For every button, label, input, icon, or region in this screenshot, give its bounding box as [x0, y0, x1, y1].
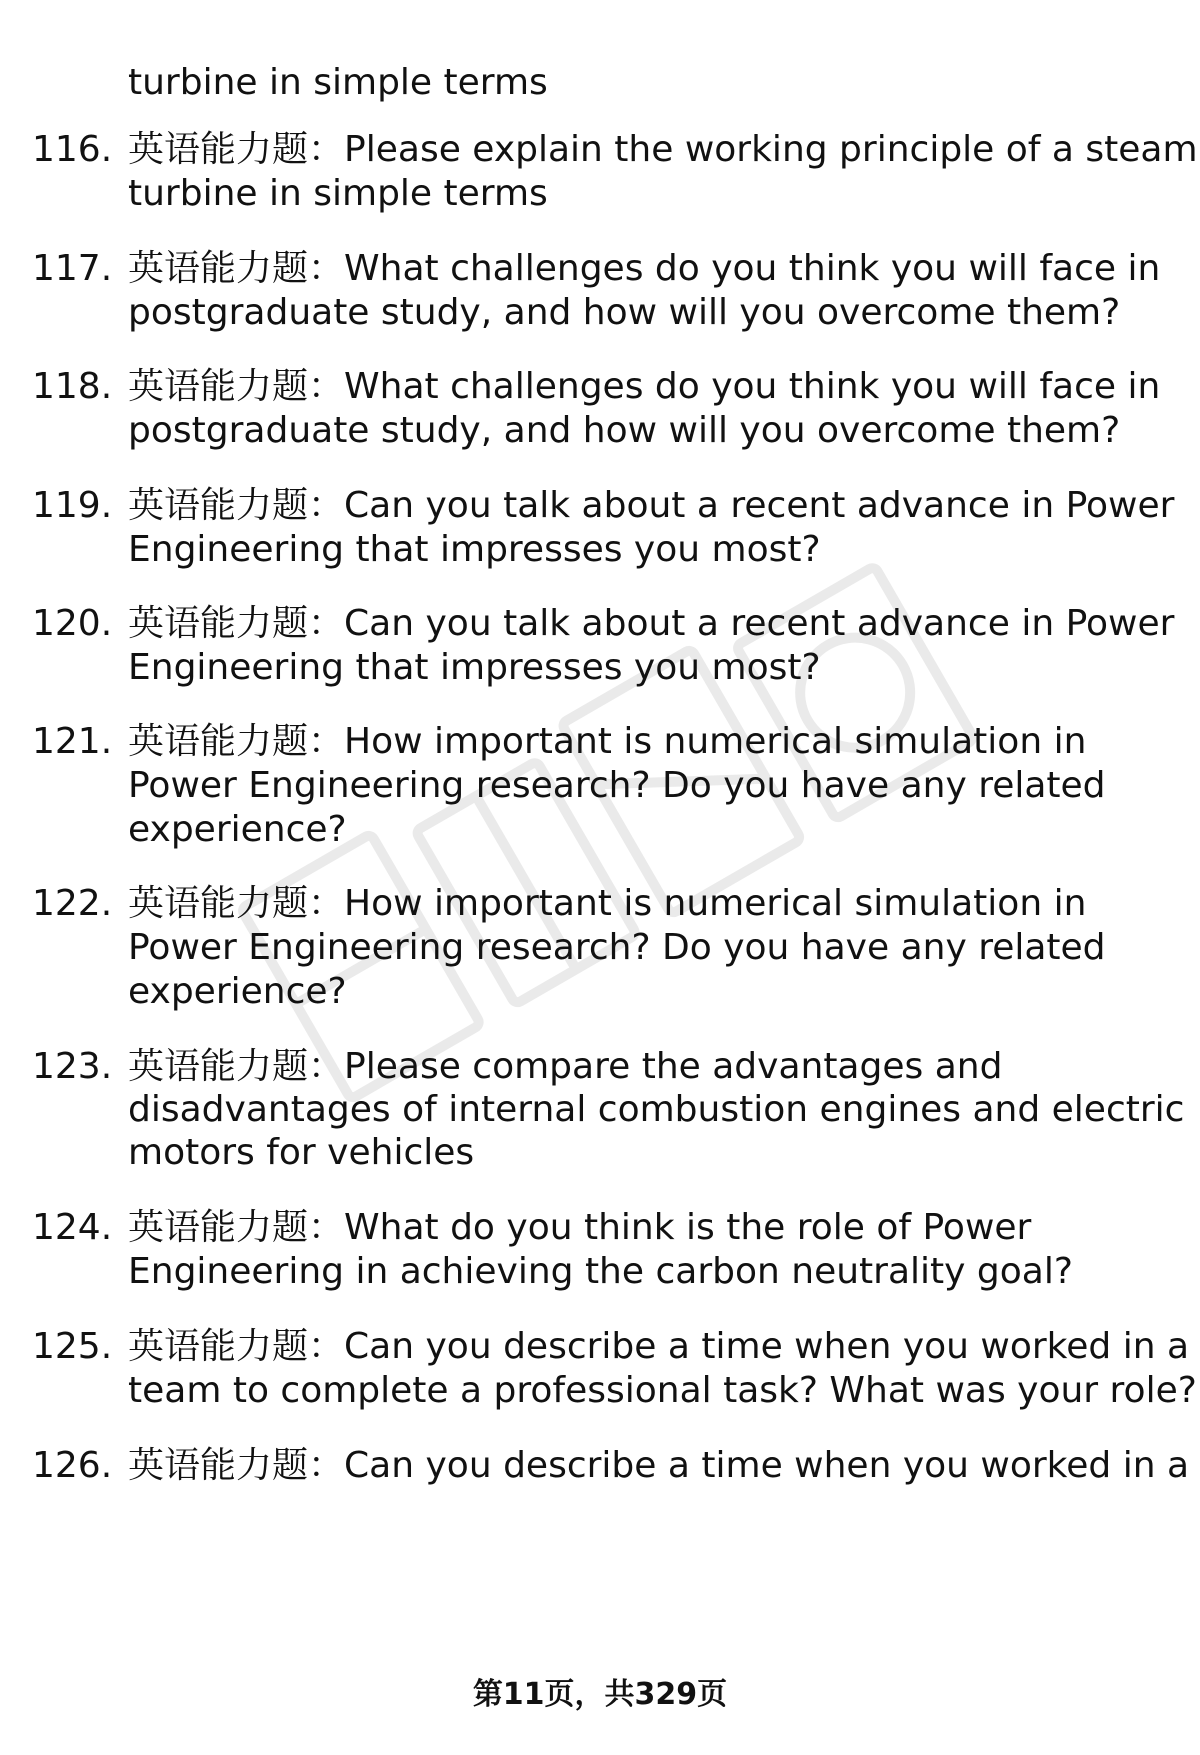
- item-separator: ：: [308, 366, 345, 407]
- item-number: 119.: [32, 485, 113, 526]
- item-separator: ：: [308, 1326, 345, 1367]
- item-number: 121.: [32, 721, 113, 762]
- item-number: 124.: [32, 1207, 113, 1248]
- item-line: [128, 128, 1198, 172]
- item-separator: ：: [308, 485, 345, 526]
- item-text: Engineering in achieving the carbon neutrality goal?: [128, 1251, 1073, 1292]
- item-line: [128, 247, 1160, 291]
- item-text: Can you describe a time when you worked in a: [344, 1326, 1190, 1367]
- item-separator: ：: [308, 721, 345, 762]
- item-text: How important is numerical simulation in: [344, 721, 1087, 762]
- item-prefix: 英语能力题: [128, 603, 309, 644]
- continuation-line: turbine in simple terms: [128, 62, 548, 103]
- item-separator: ：: [308, 1207, 345, 1248]
- item-line: [128, 720, 1086, 764]
- item-text: motors for vehicles: [128, 1132, 475, 1173]
- item-number: 118.: [32, 366, 113, 407]
- item-text: experience?: [128, 971, 347, 1012]
- item-prefix: 英语能力题: [128, 366, 309, 407]
- item-prefix: 英语能力题: [128, 129, 309, 170]
- item-text: postgraduate study, and how will you overcome them?: [128, 292, 1121, 333]
- item-line: [128, 365, 1160, 409]
- item-number: 120.: [32, 603, 113, 644]
- item-text: team to complete a professional task? What was your role?: [128, 1370, 1197, 1411]
- item-text: Please compare the advantages and: [344, 1046, 1003, 1087]
- item-line: [128, 1045, 1002, 1089]
- item-line: [128, 1325, 1189, 1369]
- item-prefix: 英语能力题: [128, 248, 309, 289]
- item-separator: ：: [308, 129, 345, 170]
- item-text: Please explain the working principle of a steam: [344, 129, 1198, 170]
- item-separator: ：: [308, 603, 345, 644]
- item-line: [128, 1444, 1189, 1488]
- item-text: postgraduate study, and how will you overcome them?: [128, 410, 1121, 451]
- item-number: 116.: [32, 129, 113, 170]
- item-number: 117.: [32, 248, 113, 289]
- item-text: disadvantages of internal combustion engines and electric: [128, 1089, 1185, 1130]
- item-text: What do you think is the role of Power: [344, 1207, 1032, 1248]
- item-number: 122.: [32, 883, 113, 924]
- item-separator: ：: [308, 248, 345, 289]
- item-prefix: 英语能力题: [128, 485, 309, 526]
- item-text: What challenges do you think you will face in: [344, 248, 1161, 289]
- item-number: 125.: [32, 1326, 113, 1367]
- item-text: Engineering that impresses you most?: [128, 647, 821, 688]
- item-line: [128, 1206, 1031, 1250]
- item-separator: ：: [308, 883, 345, 924]
- item-prefix: 英语能力题: [128, 1207, 309, 1248]
- item-number: 123.: [32, 1046, 113, 1087]
- item-line: [128, 484, 1174, 528]
- item-number: 126.: [32, 1445, 113, 1486]
- item-line: [128, 602, 1174, 646]
- item-prefix: 英语能力题: [128, 1046, 309, 1087]
- item-prefix: 英语能力题: [128, 883, 309, 924]
- item-text: turbine in simple terms: [128, 173, 548, 214]
- item-separator: ：: [308, 1046, 345, 1087]
- item-text: Engineering that impresses you most?: [128, 529, 821, 570]
- item-text: Power Engineering research? Do you have any related: [128, 927, 1106, 968]
- item-text: Can you talk about a recent advance in Power: [344, 603, 1175, 644]
- item-prefix: 英语能力题: [128, 1445, 309, 1486]
- item-text: How important is numerical simulation in: [344, 883, 1087, 924]
- item-separator: ：: [308, 1445, 345, 1486]
- item-text: Power Engineering research? Do you have any related: [128, 765, 1106, 806]
- page-footer: 第11页，共329页: [472, 1677, 728, 1712]
- item-line: [128, 882, 1086, 926]
- item-text: What challenges do you think you will face in: [344, 366, 1161, 407]
- item-text: experience?: [128, 809, 347, 850]
- item-text: Can you talk about a recent advance in Power: [344, 485, 1175, 526]
- item-text: Can you describe a time when you worked in a: [344, 1445, 1190, 1486]
- item-prefix: 英语能力题: [128, 721, 309, 762]
- item-prefix: 英语能力题: [128, 1326, 309, 1367]
